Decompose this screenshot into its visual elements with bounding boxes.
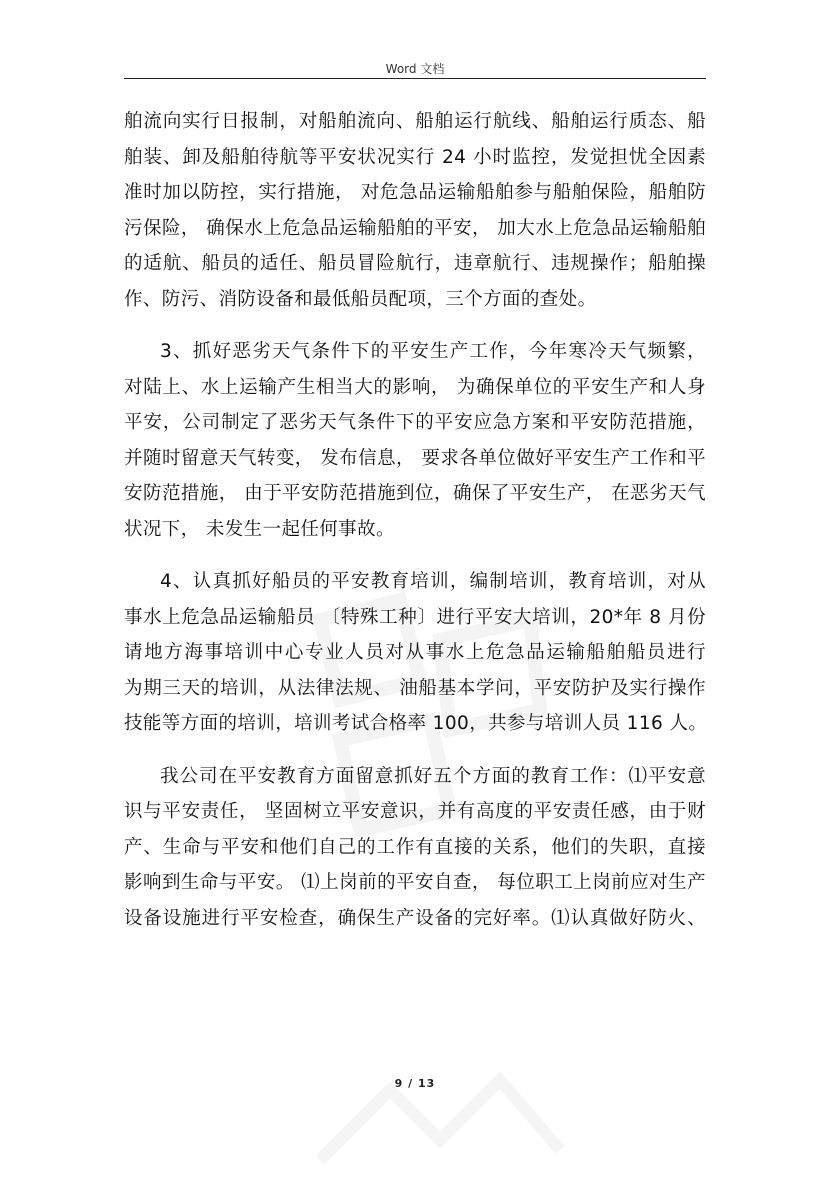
text-line: 状况下， 未发生一起任何事故。: [124, 518, 395, 540]
text-line: 平安，公司制定了恶劣天气条件下的平安应急方案和平安防范措施，: [124, 412, 706, 433]
text-line: 安防范措施， 由于平安防范措施到位，确保了平安生产， 在恶劣天气: [124, 483, 706, 504]
page-header: [124, 60, 706, 77]
text-line: 识与平安责任， 坚固树立平安意识，并有高度的平安责任感，由于财: [124, 801, 706, 822]
text-line: 并随时留意天气转变， 发布信息， 要求各单位做好平安生产工作和平: [124, 447, 706, 469]
page-separator: /: [408, 1077, 414, 1090]
text-line: 3、抓好恶劣天气条件下的平安生产工作，今年寒冷天气频繁，: [160, 341, 706, 362]
text-line: 我公司在平安教育方面留意抓好五个方面的教育工作：⑴平安意: [160, 765, 706, 787]
page-number: 9: [394, 1077, 404, 1090]
header-divider: [124, 78, 706, 79]
paragraph: [124, 564, 706, 742]
paragraph: [124, 759, 706, 937]
text-line: 准时加以防控，实行措施， 对危急品运输船舶参与船舶保险，船舶防: [124, 182, 706, 203]
text-line: 为期三天的培训，从法律法规、 油船基本学问，平安防护及实行操作: [124, 677, 706, 699]
text-line: 污保险， 确保水上危急品运输船舶的平安， 加大水上危急品运输船舶: [124, 217, 706, 239]
header-title: Word 文档: [385, 62, 445, 76]
text-line: 舶流向实行日报制，对船舶流向、船舶运行航线、船舶运行质态、船: [124, 111, 706, 132]
paragraph: [124, 104, 706, 317]
text-line: 技能等方面的培训，培训考试合格率 100，共参与培训人员 116 人。: [124, 713, 708, 734]
text-line: 的适航、船员的适任、船员冒险航行，违章航行、违规操作；船舶操: [124, 253, 706, 274]
text-line: 对陆上、水上运输产生相当大的影响， 为确保单位的平安生产和人身: [124, 376, 706, 398]
text-line: 影响到生命与平安。 ⑴上岗前的平安自查， 每位职工上岗前应对生产: [124, 872, 706, 893]
text-line: 舶装、卸及船舶待航等平安状况实行 24 小时监控，发觉担忧全因素: [124, 146, 706, 168]
page-footer: [124, 1077, 706, 1090]
total-pages: 13: [418, 1077, 436, 1090]
text-line: 事水上危急品运输船员 〔特殊工种〕进行平安大培训，20*年 8 月份: [124, 606, 706, 628]
text-line: 产、生命与平安和他们自己的工作有直接的关系，他们的失职，直接: [124, 836, 706, 858]
document-body: [124, 104, 706, 936]
text-line: 设备设施进行平安检查，确保生产设备的完好率。⑴认真做好防火、: [124, 907, 706, 929]
text-line: 4、认真抓好船员的平安教育培训，编制培训，教育培训，对从: [160, 571, 706, 592]
text-line: 作、防污、消防设备和最低船员配项，三个方面的查处。: [124, 288, 597, 310]
text-line: 请地方海事培训中心专业人员对从事水上危急品运输船舶船员进行: [124, 642, 706, 663]
paragraph: [124, 334, 706, 547]
